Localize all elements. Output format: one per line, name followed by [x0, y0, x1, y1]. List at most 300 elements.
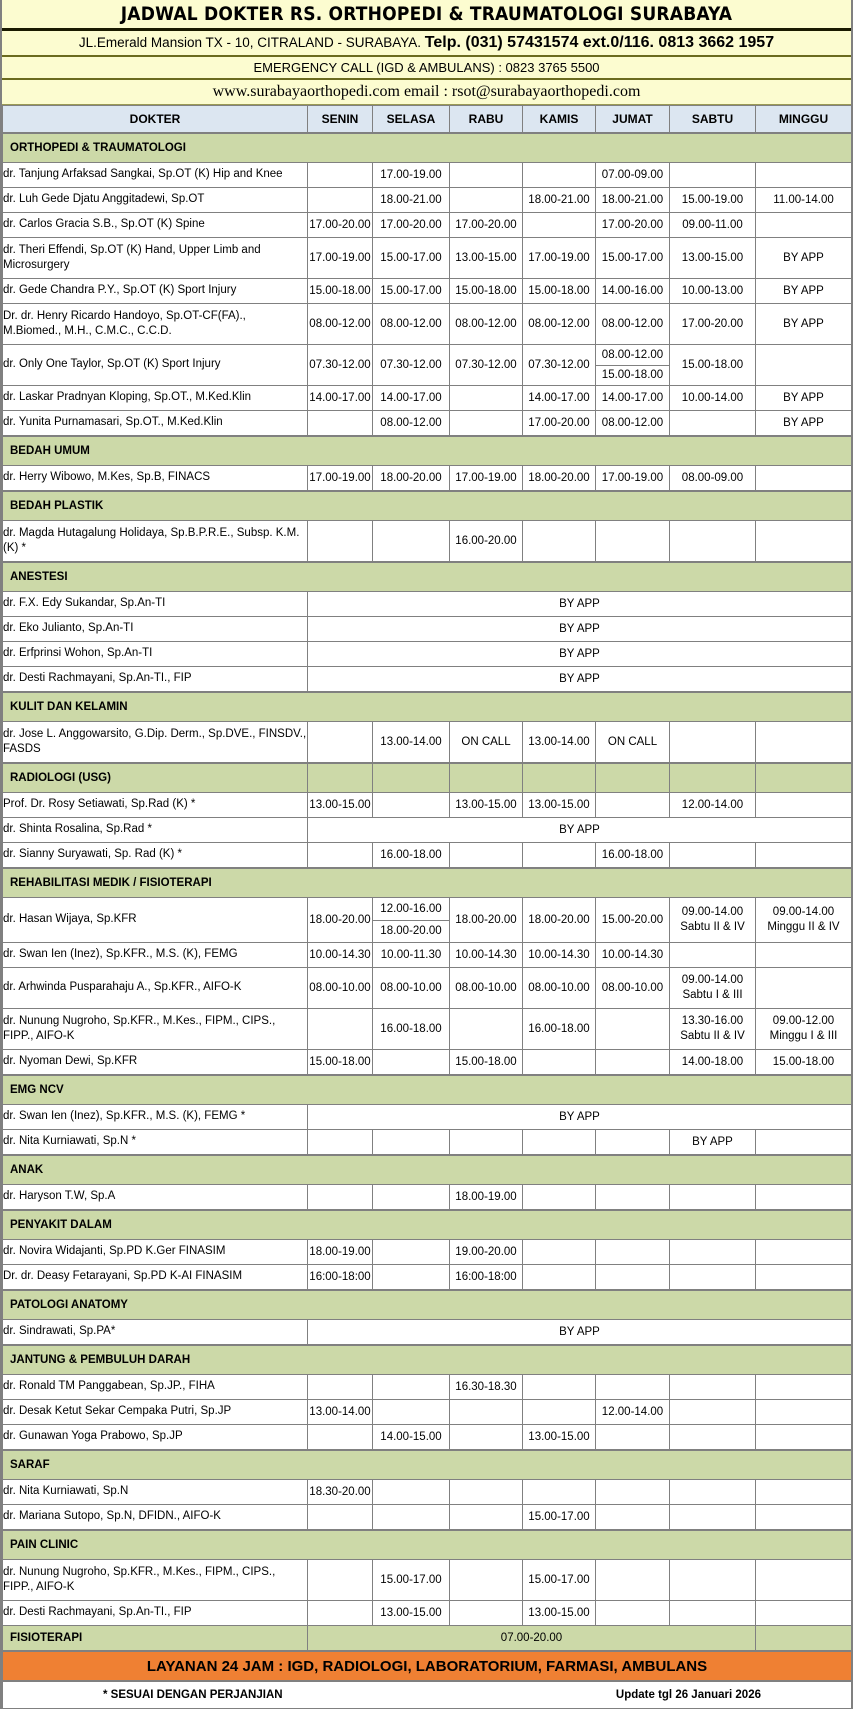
schedule-cell-jumat	[596, 1601, 670, 1626]
schedule-cell-kamis: 15.00-17.00	[523, 1505, 596, 1531]
schedule-cell-minggu	[756, 1265, 852, 1291]
schedule-cell-sabtu	[670, 722, 756, 764]
time-with-note	[670, 1014, 755, 1044]
schedule-all-days: BY APP	[308, 667, 852, 693]
section-header-cell	[308, 1210, 373, 1240]
section-header-cell	[450, 1290, 523, 1320]
schedule-cell-senin	[308, 722, 373, 764]
section-header-cell	[450, 1075, 523, 1105]
schedule-cell-rabu	[450, 843, 523, 869]
schedule-cell-jumat	[596, 345, 670, 386]
schedule-cell-rabu: ON CALL	[450, 722, 523, 764]
section-header-cell	[756, 562, 852, 592]
schedule-cell-selasa	[373, 1265, 450, 1291]
schedule-cell-kamis: 18.00-21.00	[523, 188, 596, 213]
doctor-name: dr. Magda Hutagalung Holidaya, Sp.B.P.R.E., Subsp. K.M. (K) *	[3, 521, 308, 563]
schedule-cell-sabtu	[670, 1375, 756, 1400]
doctor-name: dr. Ronald TM Panggabean, Sp.JP., FIHA	[3, 1375, 308, 1400]
schedule-cell-jumat	[596, 1505, 670, 1531]
section-header-cell	[523, 1210, 596, 1240]
schedule-cell-senin: 18.00-20.00	[308, 898, 373, 943]
schedule-cell-minggu: BY APP	[756, 279, 852, 304]
schedule-cell-kamis: 17.00-20.00	[523, 411, 596, 437]
section-header-cell	[308, 1450, 373, 1480]
schedule-cell-selasa: 18.00-21.00	[373, 188, 450, 213]
column-header-jumat: JUMAT	[596, 106, 670, 134]
section-header-cell	[450, 1530, 523, 1560]
section-header-cell	[670, 562, 756, 592]
schedule-cell-senin: 13.00-15.00	[308, 793, 373, 818]
doctor-row	[3, 238, 852, 279]
schedule-cell-jumat: 18.00-21.00	[596, 188, 670, 213]
schedule-cell-minggu	[756, 1240, 852, 1265]
schedule-cell-rabu	[450, 1425, 523, 1451]
section-header-row	[3, 1530, 852, 1560]
schedule-cell-selasa: 08.00-12.00	[373, 304, 450, 345]
section-header-cell	[596, 763, 670, 793]
schedule-cell-rabu	[450, 163, 523, 188]
schedule-cell-selasa: 15.00-17.00	[373, 279, 450, 304]
section-header-cell	[670, 868, 756, 898]
section-header-cell	[670, 436, 756, 466]
schedule-cell-minggu: BY APP	[756, 304, 852, 345]
section-header-cell	[450, 133, 523, 163]
schedule-cell-senin: 08.00-12.00	[308, 304, 373, 345]
schedule-cell-kamis: 18.00-20.00	[523, 466, 596, 492]
schedule-cell-minggu: BY APP	[756, 386, 852, 411]
schedule-cell-jumat: 07.00-09.00	[596, 163, 670, 188]
schedule-cell-senin: 15.00-18.00	[308, 1050, 373, 1076]
schedule-cell-selasa	[373, 793, 450, 818]
schedule-cell-kamis	[523, 1265, 596, 1291]
schedule-table	[2, 105, 852, 1709]
doctor-name: dr. Tanjung Arfaksad Sangkai, Sp.OT (K) Hip and Knee	[3, 163, 308, 188]
schedule-cell-jumat: ON CALL	[596, 722, 670, 764]
schedule-cell-minggu	[756, 898, 852, 943]
phone-text: Telp. (031) 57431574 ext.0/116. 0813 3662 1957	[424, 34, 775, 51]
section-header-cell	[523, 562, 596, 592]
doctor-row	[3, 1480, 852, 1505]
schedule-all-days: BY APP	[308, 642, 852, 667]
doctor-row	[3, 1560, 852, 1601]
section-header-cell	[596, 1450, 670, 1480]
doctor-row	[3, 411, 852, 437]
section-header-cell	[308, 1290, 373, 1320]
schedule-cell-kamis	[523, 1130, 596, 1156]
doctor-row	[3, 1601, 852, 1626]
time-with-note	[756, 905, 851, 935]
doctor-row	[3, 843, 852, 869]
schedule-cell-jumat	[596, 1009, 670, 1050]
schedule-cell-senin: 17.00-20.00	[308, 213, 373, 238]
doctor-name: dr. Only One Taylor, Sp.OT (K) Sport Injury	[3, 345, 308, 386]
doctor-name: dr. Yunita Purnamasari, Sp.OT., M.Ked.Klin	[3, 411, 308, 437]
section-header-cell	[450, 763, 523, 793]
section-header-cell	[308, 692, 373, 722]
section-header-cell	[308, 133, 373, 163]
schedule-cell-sabtu	[670, 843, 756, 869]
schedule-cell-rabu: 19.00-20.00	[450, 1240, 523, 1265]
schedule-cell-rabu: 15.00-18.00	[450, 279, 523, 304]
section-header-cell	[670, 692, 756, 722]
schedule-cell-sabtu: 15.00-18.00	[670, 345, 756, 386]
doctor-name: dr. Gunawan Yoga Prabowo, Sp.JP	[3, 1425, 308, 1451]
schedule-cell-senin	[308, 1560, 373, 1601]
schedule-cell-rabu: 18.00-19.00	[450, 1185, 523, 1211]
doctor-row	[3, 1320, 852, 1346]
schedule-cell-senin: 17.00-19.00	[308, 466, 373, 492]
schedule-cell-senin	[308, 411, 373, 437]
schedule-cell-rabu	[450, 386, 523, 411]
schedule-cell-kamis	[523, 1050, 596, 1076]
schedule-cell-sabtu	[670, 163, 756, 188]
section-header-cell	[373, 1210, 450, 1240]
section-header-cell	[450, 1210, 523, 1240]
service-24h-banner-row	[3, 1651, 852, 1681]
section-header-cell	[756, 1290, 852, 1320]
schedule-cell-selasa	[373, 1050, 450, 1076]
doctor-name: dr. F.X. Edy Sukandar, Sp.An-TI	[3, 592, 308, 617]
section-header-cell	[670, 1155, 756, 1185]
section-header-row	[3, 1290, 852, 1320]
schedule-cell-jumat	[596, 1480, 670, 1505]
schedule-cell-minggu	[756, 1400, 852, 1425]
section-header-row	[3, 1075, 852, 1105]
section-header-row	[3, 692, 852, 722]
schedule-cell-kamis: 17.00-19.00	[523, 238, 596, 279]
schedule-cell-sabtu: 10.00-14.00	[670, 386, 756, 411]
split-time-wrapper	[373, 898, 449, 942]
time-with-note	[756, 1014, 851, 1044]
schedule-cell-rabu	[450, 188, 523, 213]
schedule-cell-minggu	[756, 345, 852, 386]
schedule-cell-kamis: 07.30-12.00	[523, 345, 596, 386]
column-header-senin: SENIN	[308, 106, 373, 134]
schedule-cell-kamis: 18.00-20.00	[523, 898, 596, 943]
doctor-name: Prof. Dr. Rosy Setiawati, Sp.Rad (K) *	[3, 793, 308, 818]
schedule-cell-minggu	[756, 968, 852, 1009]
schedule-cell-senin	[308, 1505, 373, 1531]
header-banner	[2, 0, 851, 105]
time-value: 13.30-16.00	[681, 1015, 744, 1028]
doctor-row	[3, 818, 852, 843]
schedule-cell-sabtu: 08.00-09.00	[670, 466, 756, 492]
doctor-row	[3, 592, 852, 617]
schedule-cell-jumat: 15.00-20.00	[596, 898, 670, 943]
schedule-cell-kamis	[523, 843, 596, 869]
doctor-row	[3, 1185, 852, 1211]
section-header-cell	[523, 763, 596, 793]
time-note: Sabtu II & IV	[680, 1030, 745, 1042]
doctor-row	[3, 1240, 852, 1265]
schedule-cell-selasa: 15.00-17.00	[373, 238, 450, 279]
schedule-cell-kamis	[523, 1480, 596, 1505]
section-header-row	[3, 133, 852, 163]
section-header-cell	[373, 133, 450, 163]
schedule-cell-jumat: 08.00-12.00	[596, 411, 670, 437]
doctor-row	[3, 466, 852, 492]
column-header-selasa: SELASA	[373, 106, 450, 134]
schedule-cell-sabtu	[670, 1560, 756, 1601]
section-header-cell	[596, 868, 670, 898]
section-header-cell	[450, 868, 523, 898]
column-header-kamis: KAMIS	[523, 106, 596, 134]
schedule-cell-rabu: 17.00-19.00	[450, 466, 523, 492]
section-header-cell	[670, 1450, 756, 1480]
section-header-cell	[596, 133, 670, 163]
doctor-row	[3, 968, 852, 1009]
time-note: Minggu II & IV	[767, 921, 840, 933]
schedule-cell-selasa: 17.00-20.00	[373, 213, 450, 238]
schedule-cell-kamis: 08.00-12.00	[523, 304, 596, 345]
schedule-cell-kamis	[523, 213, 596, 238]
schedule-cell-kamis	[523, 1375, 596, 1400]
doctor-row	[3, 304, 852, 345]
doctor-name: dr. Sindrawati, Sp.PA*	[3, 1320, 308, 1346]
schedule-cell-minggu	[756, 1505, 852, 1531]
section-header-cell	[756, 491, 852, 521]
schedule-cell-selasa	[373, 1375, 450, 1400]
section-header-cell	[450, 562, 523, 592]
column-header-rabu: RABU	[450, 106, 523, 134]
schedule-cell-rabu: 07.30-12.00	[450, 345, 523, 386]
section-title-bedah-plastik: BEDAH PLASTIK	[3, 491, 308, 521]
schedule-cell-senin: 13.00-14.00	[308, 1400, 373, 1425]
section-header-row	[3, 436, 852, 466]
schedule-cell-sabtu: 14.00-18.00	[670, 1050, 756, 1076]
schedule-cell-jumat: 14.00-17.00	[596, 386, 670, 411]
schedule-cell-minggu	[756, 1601, 852, 1626]
schedule-cell-rabu: 17.00-20.00	[450, 213, 523, 238]
schedule-cell-selasa: 18.00-20.00	[373, 466, 450, 492]
schedule-cell-jumat	[596, 1560, 670, 1601]
doctor-row	[3, 345, 852, 386]
section-header-cell	[670, 133, 756, 163]
schedule-cell-kamis: 15.00-18.00	[523, 279, 596, 304]
section-header-cell	[450, 1450, 523, 1480]
section-header-cell	[373, 692, 450, 722]
schedule-cell-rabu: 13.00-15.00	[450, 793, 523, 818]
schedule-cell-senin: 18.30-20.00	[308, 1480, 373, 1505]
section-header-cell	[596, 562, 670, 592]
section-header-row	[3, 1450, 852, 1480]
doctor-name: dr. Erfprinsi Wohon, Sp.An-TI	[3, 642, 308, 667]
section-header-cell	[308, 562, 373, 592]
doctor-row	[3, 1050, 852, 1076]
schedule-cell-senin: 17.00-19.00	[308, 238, 373, 279]
time-value: 09.00-14.00	[772, 905, 835, 918]
schedule-cell-senin	[308, 163, 373, 188]
schedule-cell-selasa	[373, 898, 450, 943]
section-title-kulit-dan-kelamin: KULIT DAN KELAMIN	[3, 692, 308, 722]
schedule-cell-selasa: 16.00-18.00	[373, 1009, 450, 1050]
section-header-cell	[756, 1530, 852, 1560]
doctor-name: dr. Desak Ketut Sekar Cempaka Putri, Sp.JP	[3, 1400, 308, 1425]
schedule-cell-minggu	[756, 793, 852, 818]
section-header-cell	[756, 1345, 852, 1375]
section-header-row	[3, 562, 852, 592]
doctor-row	[3, 386, 852, 411]
schedule-cell-jumat	[596, 521, 670, 563]
schedule-cell-kamis: 08.00-10.00	[523, 968, 596, 1009]
section-header-cell	[373, 1075, 450, 1105]
schedule-cell-jumat	[596, 1130, 670, 1156]
section-header-cell	[308, 763, 373, 793]
section-header-cell	[756, 133, 852, 163]
doctor-name: dr. Swan Ien (Inez), Sp.KFR., M.S. (K), FEMG	[3, 943, 308, 968]
schedule-cell-rabu: 10.00-14.30	[450, 943, 523, 968]
schedule-cell-sabtu: 10.00-13.00	[670, 279, 756, 304]
fisioterapi-row	[3, 1626, 852, 1652]
address-line	[2, 31, 851, 57]
schedule-cell-selasa: 13.00-14.00	[373, 722, 450, 764]
section-header-cell	[523, 1450, 596, 1480]
service-24h-banner: LAYANAN 24 JAM : IGD, RADIOLOGI, LABORATORIUM, FARMASI, AMBULANS	[3, 1651, 852, 1681]
time-value: 09.00-14.00	[681, 974, 744, 987]
schedule-cell-jumat: 08.00-12.00	[596, 304, 670, 345]
schedule-cell-rabu	[450, 1009, 523, 1050]
schedule-cell-sabtu: 17.00-20.00	[670, 304, 756, 345]
schedule-cell-selasa	[373, 1400, 450, 1425]
doctor-row	[3, 188, 852, 213]
section-header-cell	[523, 1075, 596, 1105]
schedule-cell-kamis: 13.00-15.00	[523, 1425, 596, 1451]
section-header-cell	[373, 763, 450, 793]
section-header-row	[3, 1210, 852, 1240]
section-header-cell	[670, 491, 756, 521]
section-header-cell	[523, 491, 596, 521]
doctor-row	[3, 1425, 852, 1451]
section-header-cell	[670, 1290, 756, 1320]
doctor-name: dr. Haryson T.W, Sp.A	[3, 1185, 308, 1211]
schedule-cell-rabu: 15.00-18.00	[450, 1050, 523, 1076]
schedule-cell-rabu: 16:00-18:00	[450, 1265, 523, 1291]
schedule-cell-sabtu: 12.00-14.00	[670, 793, 756, 818]
section-header-row	[3, 868, 852, 898]
section-title-jantung-pembuluh-darah: JANTUNG & PEMBULUH DARAH	[3, 1345, 308, 1375]
schedule-cell-sabtu	[670, 1265, 756, 1291]
fisioterapi-hours: 07.00-20.00	[308, 1626, 756, 1652]
schedule-cell-minggu	[756, 163, 852, 188]
schedule-cell-jumat	[596, 1375, 670, 1400]
schedule-cell-minggu	[756, 722, 852, 764]
section-header-cell	[450, 1155, 523, 1185]
doctor-name: dr. Nyoman Dewi, Sp.KFR	[3, 1050, 308, 1076]
doctor-name: dr. Jose L. Anggowarsito, G.Dip. Derm., Sp.DVE., FINSDV., FASDS	[3, 722, 308, 764]
time-value: 09.00-12.00	[772, 1015, 835, 1028]
schedule-cell-sabtu	[670, 968, 756, 1009]
fisioterapi-label: FISIOTERAPI	[3, 1626, 308, 1652]
section-header-cell	[596, 436, 670, 466]
doctor-row	[3, 617, 852, 642]
schedule-cell-minggu	[756, 1560, 852, 1601]
section-header-cell	[373, 436, 450, 466]
section-header-cell	[523, 1530, 596, 1560]
schedule-cell-selasa	[373, 1185, 450, 1211]
schedule-cell-selasa: 08.00-12.00	[373, 411, 450, 437]
section-header-cell	[373, 491, 450, 521]
doctor-name: dr. Herry Wibowo, M.Kes, Sp.B, FINACS	[3, 466, 308, 492]
time-note: Sabtu II & IV	[680, 921, 745, 933]
section-header-cell	[756, 868, 852, 898]
schedule-cell-senin	[308, 188, 373, 213]
header-row	[3, 106, 852, 134]
section-header-cell	[756, 1210, 852, 1240]
section-header-row	[3, 491, 852, 521]
schedule-cell-kamis	[523, 1185, 596, 1211]
schedule-cell-jumat: 17.00-20.00	[596, 213, 670, 238]
doctor-row	[3, 722, 852, 764]
schedule-cell-selasa	[373, 521, 450, 563]
schedule-cell-minggu	[756, 213, 852, 238]
schedule-cell-kamis	[523, 521, 596, 563]
section-title-rehabilitasi-medik-fisioterapi: REHABILITASI MEDIK / FISIOTERAPI	[3, 868, 308, 898]
table-header	[3, 106, 852, 134]
schedule-cell-minggu	[756, 1425, 852, 1451]
schedule-cell-selasa: 08.00-10.00	[373, 968, 450, 1009]
doctor-row	[3, 279, 852, 304]
doctor-row	[3, 1265, 852, 1291]
section-title-anak: ANAK	[3, 1155, 308, 1185]
doctor-name: dr. Nunung Nugroho, Sp.KFR., M.Kes., FIPM., CIPS., FIPP., AIFO-K	[3, 1560, 308, 1601]
schedule-cell-sabtu	[670, 1425, 756, 1451]
doctor-row	[3, 1505, 852, 1531]
section-title-radiologi-usg: RADIOLOGI (USG)	[3, 763, 308, 793]
section-header-cell	[450, 692, 523, 722]
doctor-name: dr. Luh Gede Djatu Anggitadewi, Sp.OT	[3, 188, 308, 213]
schedule-all-days: BY APP	[308, 1105, 852, 1130]
section-header-cell	[308, 868, 373, 898]
split-time-entry: 08.00-12.00	[596, 345, 669, 366]
schedule-cell-senin	[308, 1425, 373, 1451]
schedule-cell-selasa: 13.00-15.00	[373, 1601, 450, 1626]
section-header-cell	[756, 1075, 852, 1105]
section-header-cell	[756, 692, 852, 722]
doctor-name: Dr. dr. Deasy Fetarayani, Sp.PD K-AI FINASIM	[3, 1265, 308, 1291]
schedule-cell-minggu: 11.00-14.00	[756, 188, 852, 213]
schedule-cell-sabtu	[670, 521, 756, 563]
schedule-cell-jumat: 12.00-14.00	[596, 1400, 670, 1425]
schedule-cell-kamis	[523, 1240, 596, 1265]
section-header-cell	[450, 1345, 523, 1375]
doctor-name: dr. Nunung Nugroho, Sp.KFR., M.Kes., FIPM., CIPS., FIPP., AIFO-K	[3, 1009, 308, 1050]
schedule-cell-senin	[308, 1601, 373, 1626]
section-title-patologi-anatomy: PATOLOGI ANATOMY	[3, 1290, 308, 1320]
section-header-cell	[596, 1345, 670, 1375]
schedule-cell-selasa: 10.00-11.30	[373, 943, 450, 968]
schedule-cell-sabtu	[670, 1185, 756, 1211]
schedule-all-days: BY APP	[308, 818, 852, 843]
schedule-cell-sabtu	[670, 411, 756, 437]
schedule-cell-minggu	[756, 1480, 852, 1505]
schedule-cell-selasa	[373, 1240, 450, 1265]
schedule-cell-sabtu: 15.00-19.00	[670, 188, 756, 213]
schedule-cell-senin: 18.00-19.00	[308, 1240, 373, 1265]
schedule-cell-sabtu	[670, 1601, 756, 1626]
schedule-cell-senin	[308, 1185, 373, 1211]
schedule-cell-sabtu	[670, 1400, 756, 1425]
schedule-cell-jumat: 08.00-10.00	[596, 968, 670, 1009]
schedule-cell-minggu	[756, 466, 852, 492]
section-title-anestesi: ANESTESI	[3, 562, 308, 592]
schedule-cell-rabu	[450, 1480, 523, 1505]
section-header-cell	[523, 1155, 596, 1185]
schedule-cell-jumat	[596, 1240, 670, 1265]
schedule-cell-minggu	[756, 1185, 852, 1211]
schedule-cell-minggu: 15.00-18.00	[756, 1050, 852, 1076]
table-footer	[3, 1626, 852, 1709]
section-header-cell	[373, 868, 450, 898]
